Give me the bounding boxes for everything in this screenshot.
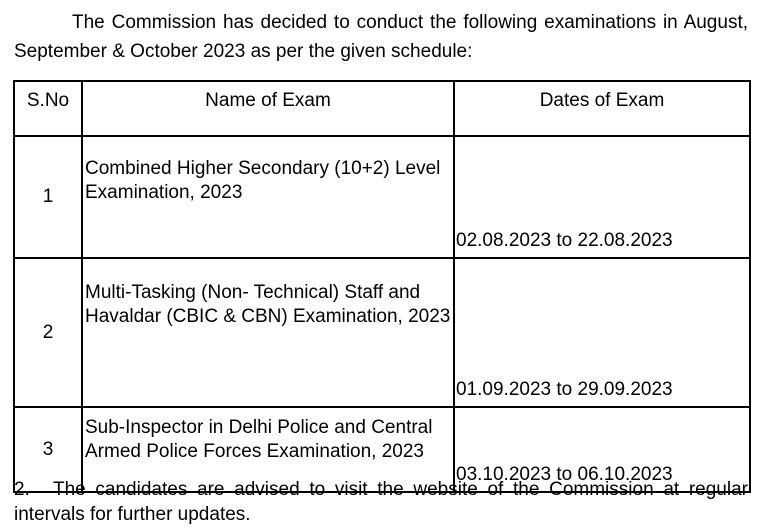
row-exam-name: Sub-Inspector in Delhi Police and Central Armed Police Forces Examination, 2023 (82, 407, 454, 492)
table-row (14, 136, 750, 258)
row-exam-dates: 03.10.2023 to 06.10.2023 (454, 407, 750, 492)
header-sno: S.No (14, 81, 82, 136)
row-exam-dates: 02.08.2023 to 22.08.2023 (454, 136, 750, 258)
row-exam-name: Combined Higher Secondary (10+2) Level Examination, 2023 (82, 136, 454, 258)
note-paragraph (14, 477, 748, 527)
header-exam-dates: Dates of Exam (454, 81, 750, 136)
note-text: The candidates are advised to visit the website of the Commission at regular intervals for further updates. (14, 479, 748, 525)
row-sno: 1 (14, 136, 82, 258)
row-exam-name: Multi-Tasking (Non- Technical) Staff and Havaldar (CBIC & CBN) Examination, 2023 (82, 258, 454, 407)
header-exam-name: Name of Exam (82, 81, 454, 136)
row-sno: 3 (14, 407, 82, 492)
note-number: 2. (14, 479, 30, 500)
table-header-row (14, 81, 750, 136)
table-row (14, 258, 750, 407)
row-exam-dates: 01.09.2023 to 29.09.2023 (454, 258, 750, 407)
exam-schedule-table (13, 80, 751, 493)
intro-paragraph: The Commission has decided to conduct the following examinations in August, September & October 2023 as per the given schedule: (14, 12, 748, 62)
row-sno: 2 (14, 258, 82, 407)
